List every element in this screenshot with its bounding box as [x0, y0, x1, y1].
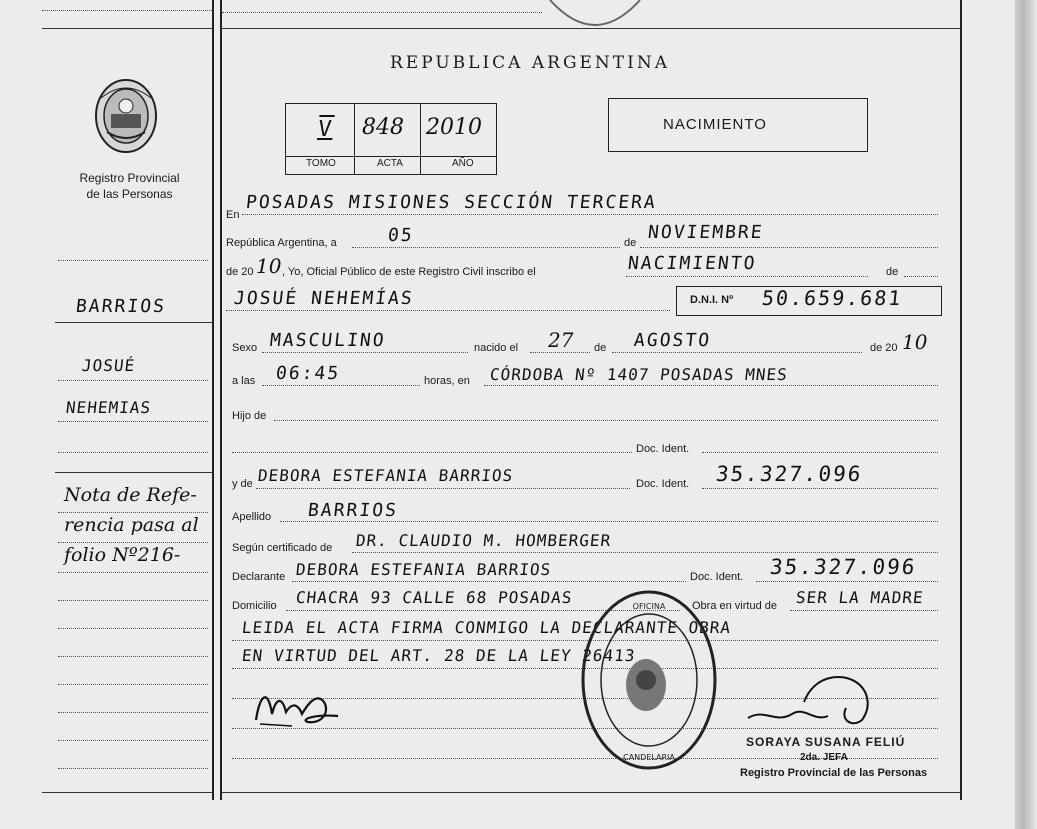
official-office: Registro Provincial de las Personas — [740, 767, 928, 779]
left-dots-13 — [58, 740, 208, 741]
en-value: POSADAS MISIONES SECCIÓN TERCERA — [244, 192, 658, 213]
name-line — [226, 310, 670, 311]
official-seal-stamp — [578, 585, 720, 775]
father-doc-line — [702, 452, 938, 453]
office-line-1: Registro Provincial — [79, 171, 180, 185]
horas-label: horas, en — [424, 375, 470, 387]
de-label-3: de — [594, 342, 607, 354]
declarante-doc-line — [756, 581, 938, 582]
mother-doc-line — [702, 488, 938, 489]
sidebar-note-3: folio Nº216- — [64, 544, 181, 566]
birth-day-line — [530, 352, 590, 353]
year-prefix: de 20 — [226, 266, 254, 278]
obra-label: Obra en virtud de — [692, 600, 777, 612]
acta-value: 848 — [362, 115, 404, 140]
provincial-shield-emblem — [93, 78, 159, 154]
year-suffix: 10 — [256, 254, 282, 278]
top-dots-right — [222, 12, 542, 13]
extra-line-2: EN VIRTUD DEL ART. 28 DE LA LEY 26413 — [241, 646, 637, 665]
doc-ident-label-1: Doc. Ident. — [636, 443, 690, 455]
de-line-2 — [904, 276, 938, 277]
declarante-line — [292, 581, 686, 582]
tomo-value: V — [316, 117, 335, 142]
birth-day-value: 27 — [548, 328, 574, 352]
de-label-1: de — [624, 237, 637, 249]
birth-time-value: 06:45 — [274, 363, 342, 384]
de-label-2: de — [886, 266, 899, 278]
bottom-rule-left — [42, 792, 212, 793]
svg-text:OFICINA: OFICINA — [632, 602, 666, 611]
sexo-line — [262, 352, 468, 353]
dni-label: D.N.I. Nº — [690, 294, 734, 306]
inscribo-line — [626, 276, 868, 277]
left-dots-7 — [58, 572, 208, 573]
doc-ident-label-3: Doc. Ident. — [690, 571, 744, 583]
left-dots-3 — [58, 421, 208, 422]
domicilio-label: Domicilio — [232, 600, 277, 612]
birth-month-value: AGOSTO — [632, 330, 713, 351]
en-line — [242, 214, 938, 215]
left-dots-2 — [58, 380, 208, 381]
left-dots-8 — [58, 600, 208, 601]
nacido-label: nacido el — [474, 342, 519, 354]
segun-line — [352, 552, 938, 553]
office-line-2: de las Personas — [86, 187, 173, 201]
sidebar-given-name-1: JOSUÉ — [81, 356, 137, 375]
doc-ident-label-2: Doc. Ident. — [636, 478, 690, 490]
mother-name-value: DEBORA ESTEFANIA BARRIOS — [257, 466, 515, 485]
anio-value: 2010 — [426, 115, 482, 140]
yo-label: , Yo, Oficial Público de este Registro Civil inscribo el — [282, 266, 536, 278]
domicilio-value: CHACRA 93 CALLE 68 POSADAS — [295, 588, 574, 607]
segun-value: DR. CLAUDIO M. HOMBERGER — [355, 531, 613, 550]
official-signature — [744, 672, 884, 734]
mother-line — [256, 488, 630, 489]
inscribo-value: NACIMIENTO — [626, 253, 758, 274]
country-title: REPUBLICA ARGENTINA — [390, 53, 671, 73]
time-line — [262, 385, 420, 386]
page-edge-shadow — [1015, 0, 1037, 829]
father-line-2 — [232, 452, 632, 453]
alas-label: a las — [232, 375, 256, 387]
registry-office-caption — [42, 170, 217, 202]
father-line — [274, 420, 938, 421]
birth-month-line — [612, 352, 862, 353]
dni-value: 50.659.681 — [760, 286, 904, 310]
official-role: 2da. JEFA — [800, 752, 848, 763]
anio-label: AÑO — [452, 158, 474, 169]
day-value: 05 — [386, 225, 415, 246]
tomo-label: TOMO — [306, 158, 336, 169]
left-dots-4 — [58, 452, 208, 453]
sexo-value: MASCULINO — [268, 330, 387, 351]
hijo-label: Hijo de — [232, 410, 267, 422]
acta-label: ACTA — [377, 158, 403, 169]
sidebar-given-name-2: NEHEMIAS — [65, 398, 153, 417]
segun-label: Según certificado de — [232, 542, 333, 554]
left-rule-note — [55, 472, 213, 473]
left-dots-10 — [58, 656, 208, 657]
sidebar-note-2: rencia pasa al — [64, 514, 199, 536]
sidebar-note-1: Nota de Refe- — [64, 484, 197, 506]
child-name-value: JOSUÉ NEHEMÍAS — [232, 288, 415, 309]
declarante-label: Declarante — [232, 571, 286, 583]
apellido-line — [280, 521, 938, 522]
svg-text:CANDELARIA: CANDELARIA — [623, 753, 675, 762]
extra-line-1: LEIDA EL ACTA FIRMA CONMIGO LA DECLARANTE OBRA — [241, 618, 733, 637]
declarante-value: DEBORA ESTEFANIA BARRIOS — [295, 560, 553, 579]
sexo-label: Sexo — [232, 342, 258, 354]
obra-value: SER LA MADRE — [795, 588, 925, 607]
left-dots-12 — [58, 712, 208, 713]
record-type-label: NACIMIENTO — [663, 116, 767, 133]
left-dots-5 — [58, 512, 208, 513]
birth-year-suffix: 10 — [902, 330, 928, 354]
left-dots-9 — [58, 628, 208, 629]
month-line — [640, 247, 938, 248]
top-dots-left — [42, 10, 212, 11]
form-right-border — [960, 0, 962, 800]
declarante-doc-value: 35.327.096 — [768, 555, 918, 579]
day-line — [352, 247, 620, 248]
en-label: En — [226, 209, 240, 221]
apellido-label: Apellido — [232, 511, 272, 523]
republica-label: República Argentina, a — [226, 237, 337, 249]
left-dots-11 — [58, 684, 208, 685]
left-dots-1 — [58, 260, 208, 261]
apellido-value: BARRIOS — [306, 500, 399, 521]
left-dots-6 — [58, 542, 208, 543]
declarant-signature — [252, 684, 344, 734]
birth-year-prefix: de 20 — [870, 342, 898, 354]
left-dots-14 — [58, 768, 208, 769]
bottom-rule-right — [222, 792, 960, 793]
birth-place-value: CÓRDOBA Nº 1407 POSADAS MNES — [489, 365, 789, 384]
top-rule-left — [42, 28, 212, 29]
y-de-label: y de — [232, 478, 253, 490]
obra-line — [790, 610, 938, 611]
month-value: NOVIEMBRE — [646, 222, 765, 243]
left-column-divider — [212, 0, 214, 800]
form-left-border — [220, 0, 222, 800]
mother-doc-value: 35.327.096 — [714, 462, 864, 486]
official-name: SORAYA SUSANA FELIÚ — [746, 735, 906, 749]
sidebar-surname: BARRIOS — [74, 296, 167, 317]
top-rule-right — [222, 28, 960, 29]
place-line — [484, 385, 938, 386]
left-rule-surname — [55, 322, 213, 323]
